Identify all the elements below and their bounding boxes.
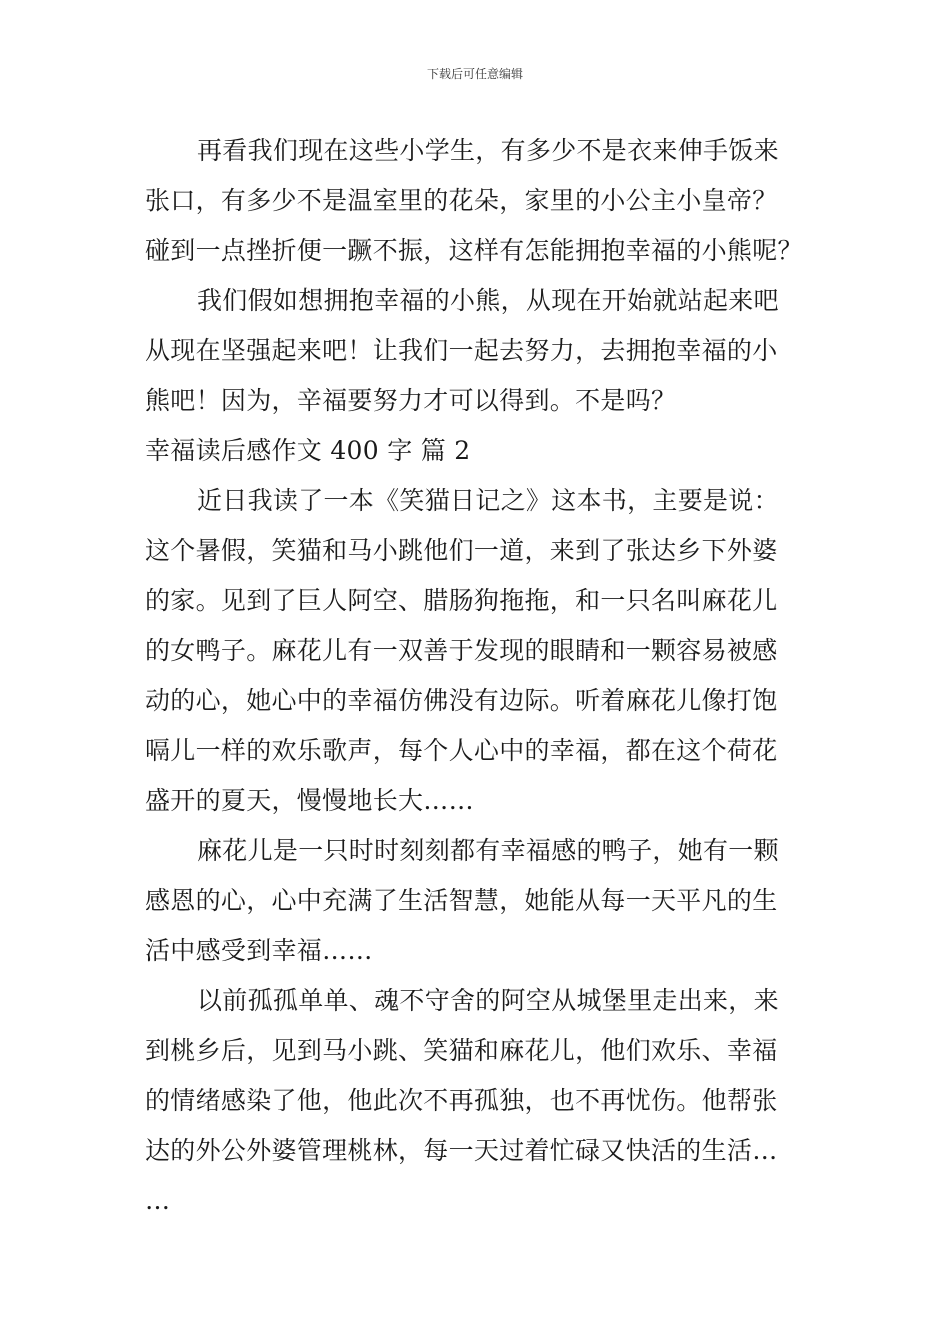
text-line: 盛开的夏天，慢慢地长大…… — [145, 786, 474, 815]
text-line: 的家。见到了巨人阿空、腊肠狗拖拖，和一只名叫麻花儿 — [145, 586, 778, 615]
text-line: 到桃乡后，见到马小跳、笑猫和麻花儿，他们欢乐、幸福 — [145, 1036, 778, 1065]
text-line: 张口，有多少不是温室里的花朵，家里的小公主小皇帝？ — [145, 186, 778, 215]
text-line: 麻花儿是一只时时刻刻都有幸福感的鸭子，她有一颗 — [197, 836, 779, 865]
text-line: 嗝儿一样的欢乐歌声，每个人心中的幸福，都在这个荷花 — [145, 736, 778, 765]
text-line: 动的心，她心中的幸福仿佛没有边际。听着麻花儿像打饱 — [145, 686, 778, 715]
document-body — [145, 126, 810, 1226]
text-line: 碰到一点挫折便一蹶不振，这样有怎能拥抱幸福的小熊呢？ — [145, 236, 803, 265]
text-line: 熊吧！因为，辛福要努力才可以得到。不是吗？ — [145, 386, 677, 415]
text-line: 感恩的心，心中充满了生活智慧，她能从每一天平凡的生 — [145, 886, 778, 915]
text-line: 我们假如想拥抱幸福的小熊，从现在开始就站起来吧 — [197, 286, 779, 315]
text-line: 再看我们现在这些小学生，有多少不是衣来伸手饭来 — [197, 136, 779, 165]
text-line: 的女鸭子。麻花儿有一双善于发现的眼睛和一颗容易被感 — [145, 636, 778, 665]
text-line: 的情绪感染了他，他此次不再孤独，也不再忧伤。他帮张 — [145, 1086, 778, 1115]
page-header: 下载后可任意编辑 — [426, 67, 523, 81]
text-line: 活中感受到幸福…… — [145, 936, 373, 965]
text-line: 以前孤孤单单、魂不守舍的阿空从城堡里走出来，来 — [197, 986, 779, 1015]
text-line: … — [145, 1186, 171, 1215]
text-line: 从现在坚强起来吧！让我们一起去努力，去拥抱幸福的小 — [145, 336, 778, 365]
text-line: 达的外公外婆管理桃林，每一天过着忙碌又快活的生活… — [145, 1136, 778, 1165]
section-heading: 幸福读后感作文 400 字 篇 2 — [145, 436, 471, 465]
text-line: 近日我读了一本《笑猫日记之》这本书，主要是说： — [197, 486, 779, 515]
text-line: 这个暑假，笑猫和马小跳他们一道，来到了张达乡下外婆 — [145, 536, 778, 565]
